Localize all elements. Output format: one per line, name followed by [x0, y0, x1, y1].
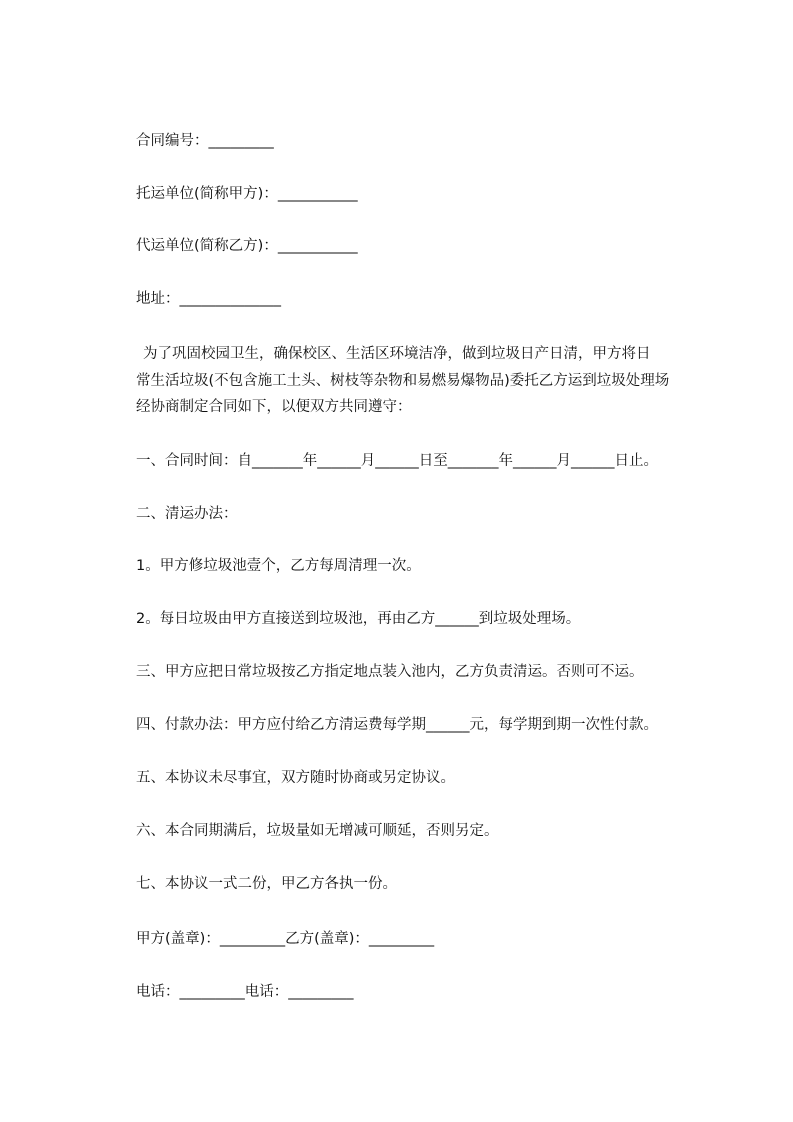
clause-loading: 三、甲方应把日常垃圾按乙方指定地点装入池内，乙方负责清运。否则可不运。: [136, 664, 644, 680]
clause-renewal: 六、本合同期满后，垃圾量如无增减可顺延，否则另定。: [136, 823, 499, 839]
seal-signature-line: 甲方(盖章)：_________乙方(盖章)：_________: [136, 931, 435, 947]
carrier-field: 代运单位(简称乙方)：___________: [136, 238, 358, 254]
intro-paragraph: [136, 341, 716, 421]
clause-cleaning-method: 二、清运办法：: [136, 506, 238, 522]
clause-cleaning-item-2: 2。每日垃圾由甲方直接送到垃圾池，再由乙方______到垃圾处理场。: [136, 611, 581, 627]
contract-number-field: 合同编号：_________: [136, 133, 274, 149]
intro-line: 经协商制定合同如下，以便双方共同遵守：: [136, 399, 412, 415]
clause-copies: 七、本协议一式二份，甲乙方各执一份。: [136, 876, 397, 892]
intro-line: 常生活垃圾(不包含施工土头、树枝等杂物和易燃易爆物品)委托乙方运到垃圾处理场: [136, 372, 670, 389]
clause-cleaning-item-1: 1。甲方修垃圾池壹个，乙方每周清理一次。: [136, 558, 421, 574]
address-field: 地址：______________: [136, 291, 281, 307]
intro-line: 为了巩固校园卫生，确保校区、生活区环境洁净，做到垃圾日产日清，甲方将日: [143, 346, 651, 362]
clause-contract-term: 一、合同时间：自_______年______月______日至_______年______月______日止。: [136, 453, 658, 469]
clause-payment: 四、付款办法：甲方应付给乙方清运费每学期______元，每学期到期一次性付款。: [136, 717, 658, 733]
clause-unresolved-matters: 五、本协议未尽事宜，双方随时协商或另定协议。: [136, 770, 455, 786]
shipper-field: 托运单位(简称甲方)：___________: [136, 186, 358, 202]
phone-line: 电话：_________电话：_________: [136, 984, 354, 1000]
